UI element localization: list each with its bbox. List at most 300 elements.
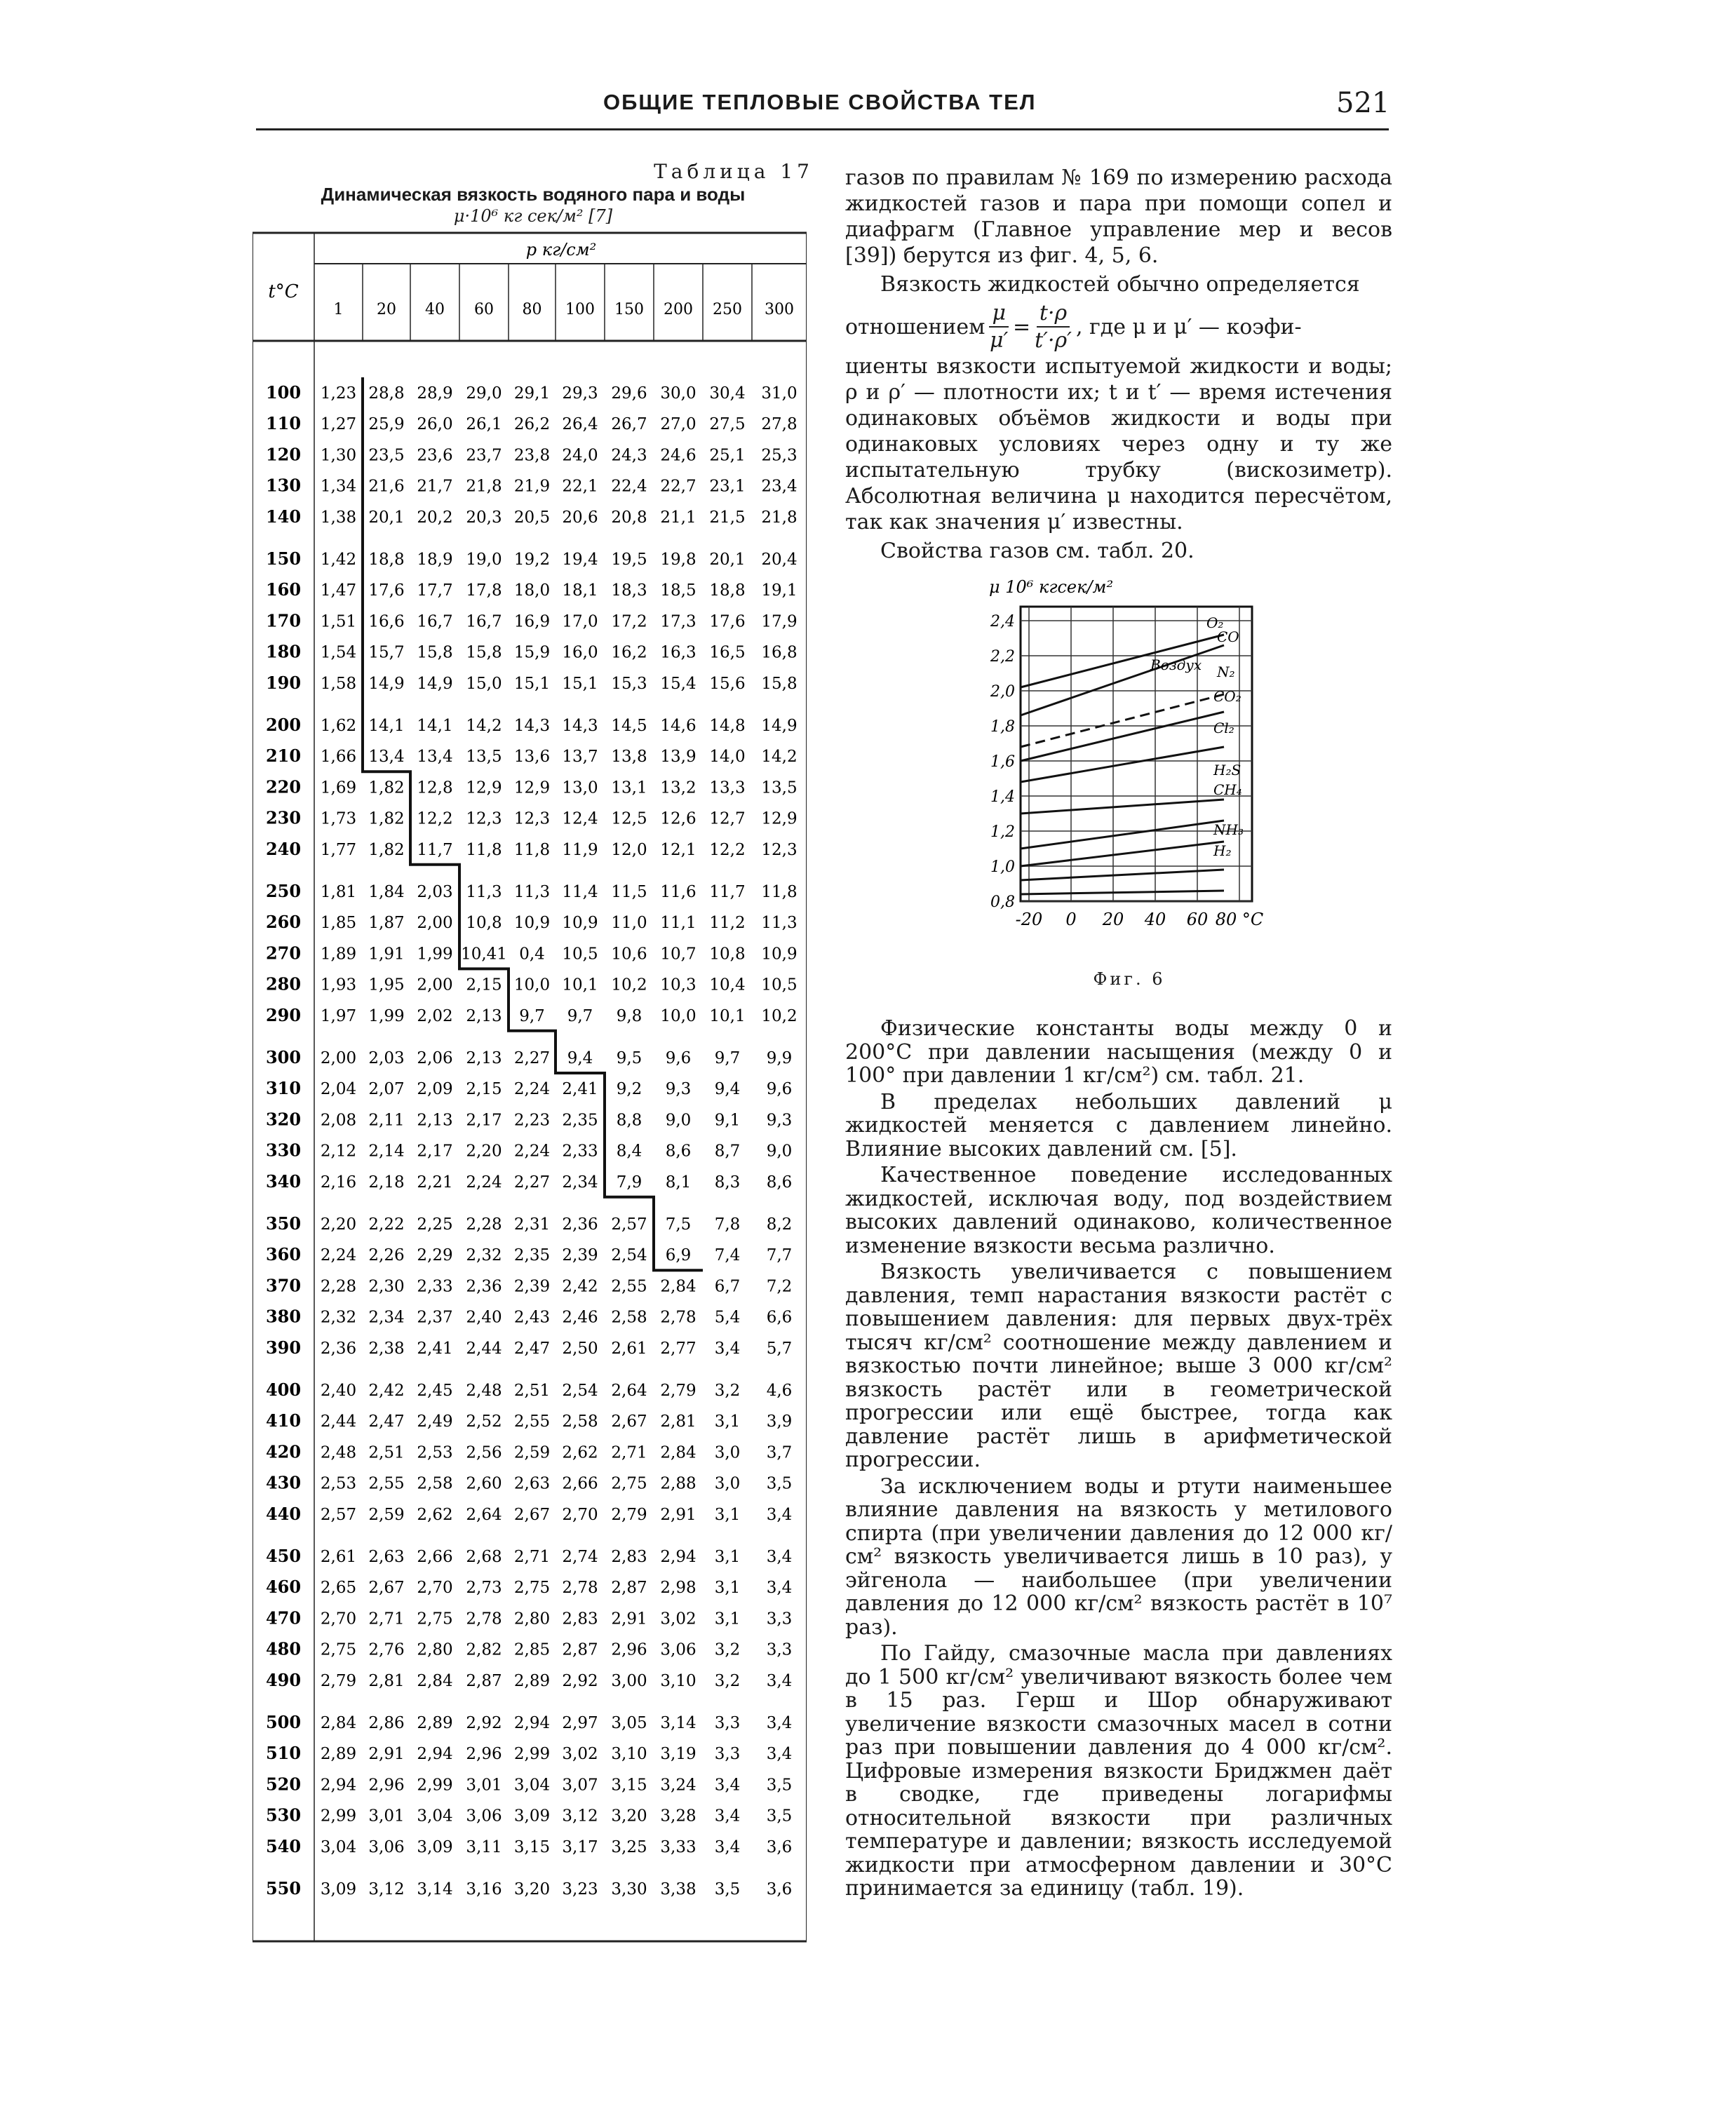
table-cell: 2,87 <box>611 1579 647 1598</box>
table-cell: 14,8 <box>709 717 746 735</box>
formula-suffix: , где μ и μ′ — коэфи- <box>1075 314 1302 339</box>
figure-caption: Фиг. 6 <box>1093 969 1166 989</box>
table-cell: 2,40 <box>320 1382 357 1400</box>
table-cell: 20,1 <box>709 551 746 569</box>
table-cell: 2,91 <box>368 1745 405 1764</box>
table-cell: 2,51 <box>513 1382 551 1400</box>
table-cell: 2,59 <box>368 1505 405 1524</box>
table-cell: 3,15 <box>611 1776 647 1795</box>
table-cell: 2,18 <box>368 1173 405 1192</box>
table-cell: 2,99 <box>320 1807 357 1826</box>
table-cell: 2,89 <box>320 1745 357 1764</box>
table-cell: 10,0 <box>513 976 551 994</box>
running-header: ОБЩИЕ ТЕПЛОВЫЕ СВОЙСТВА ТЕЛ <box>603 90 1037 114</box>
figure-6 <box>982 572 1277 936</box>
table-cell: 1,51 <box>320 612 357 631</box>
table-cell: 26,2 <box>513 415 551 434</box>
table-cell: 23,7 <box>466 446 502 465</box>
table-cell: 26,7 <box>611 415 647 434</box>
table-cell: 1,47 <box>320 581 357 600</box>
figure-y-tick: 2,4 <box>990 613 1015 630</box>
table-cell: 2,58 <box>611 1308 647 1327</box>
column-header: 150 <box>614 301 644 318</box>
row-temperature: 150 <box>265 548 302 569</box>
row-temperature: 440 <box>265 1503 302 1524</box>
row-temperature: 340 <box>265 1171 302 1192</box>
table-title: Динамическая вязкость водяного пара и воды <box>321 184 746 205</box>
table-cell: 3,30 <box>611 1880 647 1899</box>
table-cell: 16,2 <box>611 643 647 662</box>
table-cell: 11,6 <box>660 883 697 901</box>
table-cell: 18,8 <box>709 581 746 600</box>
row-temperature: 420 <box>265 1441 302 1462</box>
table-cell: 2,12 <box>320 1142 357 1161</box>
table-cell: 11,1 <box>660 914 697 933</box>
table-cell: 12,9 <box>466 778 502 797</box>
table-cell: 15,4 <box>660 674 697 693</box>
table-cell: 16,7 <box>417 612 453 631</box>
table-cell: 28,9 <box>417 384 453 403</box>
table-cell: 13,3 <box>709 778 746 797</box>
table-cell: 18,3 <box>611 581 647 600</box>
table-cell: 13,4 <box>368 748 405 767</box>
table-cell: 9,6 <box>766 1080 793 1099</box>
figure-curve <box>1021 891 1224 894</box>
table-cell: 3,16 <box>466 1880 502 1899</box>
table-cell: 18,0 <box>513 581 551 600</box>
table-cell: 3,09 <box>320 1880 357 1899</box>
table-cell: 8,6 <box>766 1173 793 1192</box>
table-cell: 2,71 <box>513 1548 551 1566</box>
table-cell: 20,6 <box>562 508 598 527</box>
table-cell: 12,8 <box>417 778 453 797</box>
table-cell: 2,35 <box>562 1111 598 1130</box>
table-cell: 6,7 <box>714 1277 741 1296</box>
figure-x-tick: 60 <box>1186 910 1209 929</box>
table-cell: 2,71 <box>368 1610 405 1628</box>
row-temperature: 100 <box>265 382 302 403</box>
table-cell: 11,8 <box>761 883 798 901</box>
row-temperature: 240 <box>265 838 302 859</box>
table-cell: 2,99 <box>513 1745 551 1764</box>
fraction-denominator: t′·ρ′ <box>1035 328 1072 353</box>
table-cell: 2,78 <box>562 1579 598 1598</box>
row-temperature: 290 <box>265 1004 302 1025</box>
table-cell: 2,35 <box>513 1246 551 1265</box>
table-cell: 1,27 <box>320 415 357 434</box>
table-cell: 2,70 <box>417 1579 453 1598</box>
table-cell: 2,51 <box>368 1443 405 1462</box>
table-cell: 2,41 <box>562 1080 598 1099</box>
figure-y-axis-label: μ 10⁶ кгсек/м² <box>989 577 1114 597</box>
table-cell: 3,1 <box>714 1579 741 1598</box>
table-cell: 18,9 <box>417 551 453 569</box>
table-cell: 10,5 <box>761 976 798 994</box>
table-cell: 2,83 <box>611 1548 647 1566</box>
table-cell: 15,8 <box>466 643 502 662</box>
table-cell: 14,6 <box>660 717 697 735</box>
table-cell: 2,55 <box>611 1277 647 1296</box>
table-cell: 20,3 <box>466 508 502 527</box>
figure-y-tick: 2,2 <box>990 648 1015 666</box>
table-cell: 20,4 <box>761 551 798 569</box>
table-cell: 15,0 <box>466 674 502 693</box>
table-cell: 1,89 <box>320 945 357 964</box>
figure-curve <box>1021 800 1224 814</box>
table-cell: 9,0 <box>665 1111 692 1130</box>
table-cell: 12,7 <box>709 809 746 828</box>
table-cell: 17,3 <box>660 612 697 631</box>
table-cell: 12,5 <box>611 809 647 828</box>
table-cell: 1,82 <box>368 840 405 859</box>
table-cell: 2,20 <box>320 1215 357 1234</box>
table-cell: 7,5 <box>665 1215 692 1234</box>
table-cell: 2,94 <box>660 1548 697 1566</box>
table-cell: 21,6 <box>368 477 405 496</box>
table-cell: 2,68 <box>466 1548 502 1566</box>
table-cell: 3,24 <box>660 1776 697 1795</box>
table-cell: 7,2 <box>766 1277 793 1296</box>
column-header: 20 <box>377 301 396 318</box>
figure-curve <box>1021 747 1224 782</box>
table-cell: 19,8 <box>660 551 697 569</box>
table-cell: 1,77 <box>320 840 357 859</box>
table-cell: 3,14 <box>660 1714 697 1732</box>
table-cell: 2,67 <box>611 1412 647 1431</box>
table-cell: 2,87 <box>562 1640 598 1659</box>
paragraph: Физические константы воды между 0 и 200°C при давлении насыщения (между 0 и 100° при давлении 1 кг/см²) см. табл. 21. <box>845 1016 1392 1088</box>
table-cell: 20,1 <box>368 508 405 527</box>
table-cell: 2,30 <box>368 1277 405 1296</box>
table-cell: 11,3 <box>466 883 502 901</box>
table-cell: 6,6 <box>766 1308 793 1327</box>
table-cell: 2,96 <box>368 1776 405 1795</box>
table-cell: 13,2 <box>660 778 697 797</box>
table-cell: 3,01 <box>466 1776 502 1795</box>
table-cell: 3,20 <box>611 1807 647 1826</box>
table-cell: 3,3 <box>766 1610 793 1628</box>
table-cell: 2,36 <box>320 1339 357 1358</box>
table-cell: 16,6 <box>368 612 405 631</box>
table-cell: 12,4 <box>562 809 598 828</box>
table-cell: 3,4 <box>766 1671 793 1690</box>
table-cell: 3,00 <box>611 1671 647 1690</box>
table-cell: 2,71 <box>611 1443 647 1462</box>
table-cell: 10,2 <box>611 976 647 994</box>
table-cell: 9,9 <box>766 1049 793 1067</box>
figure-curve-label: NH₃ <box>1213 821 1244 838</box>
table-cell: 3,9 <box>766 1412 793 1431</box>
body-text-bottom <box>845 1017 1392 1903</box>
table-cell: 2,97 <box>562 1714 598 1732</box>
row-temperature: 250 <box>265 881 302 901</box>
table-cell: 15,8 <box>417 643 453 662</box>
table-cell: 2,27 <box>513 1049 551 1067</box>
paragraph: Вязкость жидкостей обычно определяется <box>880 272 1360 297</box>
paragraph: За исключением воды и ртути наименьшее влияние давления на вязкость у метилового спирта (при увеличении давления до 12 000 кг/см² вязкость увеличивается лишь в 10 раз), у эйгенола — наибольшее (при увеличении давления до 12 000 кг/см² вязкость растёт в 10⁷ раз). <box>845 1474 1392 1640</box>
table-cell: 3,1 <box>714 1548 741 1566</box>
table-cell: 16,3 <box>660 643 697 662</box>
figure-x-tick: 0 <box>1065 910 1077 929</box>
table-cell: 3,4 <box>766 1579 793 1598</box>
table-cell: 3,2 <box>714 1640 741 1659</box>
table-cell: 0,4 <box>519 945 545 964</box>
table-cell: 14,1 <box>417 717 453 735</box>
table-cell: 2,92 <box>466 1714 502 1732</box>
table-cell: 2,98 <box>660 1579 697 1598</box>
table-cell: 2,00 <box>417 914 453 933</box>
paragraph: В пределах небольших давлений μ жидкостей меняется с давлением линейно. Влияние высоких давлений см. [5]. <box>845 1089 1392 1161</box>
table-cell: 2,13 <box>417 1111 453 1130</box>
table-cell: 13,7 <box>562 748 598 767</box>
table-cell: 2,39 <box>513 1277 551 1296</box>
table-cell: 21,8 <box>466 477 502 496</box>
table-cell: 1,38 <box>320 508 357 527</box>
table-cell: 17,8 <box>466 581 502 600</box>
table-cell: 2,24 <box>513 1142 551 1161</box>
table-cell: 2,49 <box>417 1412 453 1431</box>
table-cell: 1,34 <box>320 477 357 496</box>
table-cell: 3,12 <box>562 1807 598 1826</box>
table-cell: 2,64 <box>611 1382 647 1400</box>
table-cell: 2,21 <box>417 1173 453 1192</box>
table-cell: 23,1 <box>709 477 746 496</box>
table-cell: 1,93 <box>320 976 357 994</box>
row-temperature: 320 <box>265 1109 302 1130</box>
table-cell: 16,0 <box>562 643 598 662</box>
table-cell: 25,3 <box>761 446 798 465</box>
table-cell: 3,02 <box>660 1610 697 1628</box>
table-cell: 20,2 <box>417 508 453 527</box>
table-cell: 2,79 <box>611 1505 647 1524</box>
table-cell: 2,07 <box>368 1080 405 1099</box>
table-cell: 2,57 <box>320 1505 357 1524</box>
table-cell: 10,9 <box>562 914 598 933</box>
table-cell: 11,2 <box>709 914 746 933</box>
table-cell: 3,17 <box>562 1837 598 1856</box>
row-temperature: 160 <box>265 579 302 600</box>
table-cell: 9,7 <box>519 1006 545 1025</box>
table-cell: 2,63 <box>513 1474 551 1493</box>
table-cell: 23,5 <box>368 446 405 465</box>
table-cell: 1,91 <box>368 945 405 964</box>
table-cell: 21,1 <box>660 508 697 527</box>
table-cell: 2,94 <box>513 1714 551 1732</box>
row-temperature: 140 <box>265 506 302 527</box>
table-cell: 2,26 <box>368 1246 405 1265</box>
table-cell: 23,6 <box>417 446 453 465</box>
table-cell: 1,62 <box>320 717 357 735</box>
table-cell: 16,8 <box>761 643 798 662</box>
table-cell: 9,3 <box>766 1111 793 1130</box>
table-cell: 9,2 <box>616 1080 642 1099</box>
row-temperature: 410 <box>265 1410 302 1431</box>
table-cell: 2,15 <box>466 1080 502 1099</box>
table-cell: 31,0 <box>761 384 798 403</box>
table-units: μ·10⁶ кг сек/м² [7] <box>453 206 613 226</box>
column-header: 300 <box>765 301 794 318</box>
table-cell: 12,9 <box>761 809 798 828</box>
table-cell: 2,34 <box>562 1173 598 1192</box>
table-cell: 11,8 <box>513 840 551 859</box>
table-cell: 3,1 <box>714 1505 741 1524</box>
table-cell: 13,4 <box>417 748 453 767</box>
body-text-top <box>845 165 1392 567</box>
table-cell: 2,89 <box>513 1671 551 1690</box>
table-cell: 2,86 <box>368 1714 405 1732</box>
table-cell: 14,5 <box>611 717 647 735</box>
table-cell: 2,36 <box>562 1215 598 1234</box>
table-cell: 29,1 <box>513 384 551 403</box>
paragraph: газов по правилам № 169 по измерению расхода жидкостей газов и пара при помощи сопел и диафрагм (Главное управление мер и весов [39]) берутся из фиг. 4, 5, 6. <box>845 166 1392 268</box>
table-cell: 1,81 <box>320 883 357 901</box>
table-cell: 2,53 <box>320 1474 357 1493</box>
table-cell: 2,61 <box>611 1339 647 1358</box>
table-cell: 11,5 <box>611 883 647 901</box>
table-cell: 2,41 <box>417 1339 453 1358</box>
table-cell: 2,14 <box>368 1142 405 1161</box>
row-temperature: 200 <box>265 715 302 735</box>
table-cell: 2,29 <box>417 1246 453 1265</box>
table-cell: 3,33 <box>660 1837 697 1856</box>
table-cell: 11,7 <box>417 840 453 859</box>
table-cell: 29,6 <box>611 384 647 403</box>
table-cell: 3,09 <box>417 1837 453 1856</box>
table-cell: 1,58 <box>320 674 357 693</box>
table-cell: 12,3 <box>513 809 551 828</box>
table-cell: 2,60 <box>466 1474 502 1493</box>
table-cell: 3,4 <box>766 1745 793 1764</box>
table-cell: 2,54 <box>562 1382 598 1400</box>
viscosity-formula <box>845 300 1392 353</box>
table-cell: 1,84 <box>368 883 405 901</box>
table-cell: 3,06 <box>660 1640 697 1659</box>
table-cell: 22,4 <box>611 477 647 496</box>
row-temperature: 470 <box>265 1607 302 1628</box>
paragraph: циенты вязкости испытуемой жидкости и воды; ρ и ρ′ — плотности их; t и t′ — время истечения одинаковых объёмов жидкости и воды при одинаковых условиях через одну и ту же испытательную трубку (вискозиметр). Абсолютная величина μ находится пересчётом, так как значения μ′ известны. <box>845 354 1392 534</box>
figure-x-tick: 80 °C <box>1215 910 1264 929</box>
table-cell: 2,36 <box>466 1277 502 1296</box>
table-cell: 9,8 <box>616 1006 642 1025</box>
table-cell: 2,91 <box>660 1505 697 1524</box>
table-cell: 2,79 <box>660 1382 697 1400</box>
table-cell: 2,31 <box>513 1215 551 1234</box>
row-temperature: 550 <box>265 1878 302 1899</box>
table-cell: 3,04 <box>513 1776 551 1795</box>
table-cell: 2,80 <box>417 1640 453 1659</box>
table-cell: 2,00 <box>417 976 453 994</box>
table-cell: 2,82 <box>466 1640 502 1659</box>
row-temperature: 460 <box>265 1577 302 1598</box>
table-cell: 12,2 <box>709 840 746 859</box>
formula-prefix: отношением <box>845 314 985 339</box>
table-cell: 25,9 <box>368 415 405 434</box>
table-cell: 2,77 <box>660 1339 697 1358</box>
table-cell: 12,1 <box>660 840 697 859</box>
table-cell: 3,06 <box>368 1837 405 1856</box>
figure-curve-label: H₂ <box>1213 842 1232 859</box>
table-cell: 15,1 <box>562 674 598 693</box>
table-cell: 7,8 <box>714 1215 741 1234</box>
table-cell: 2,79 <box>320 1671 357 1690</box>
table-cell: 10,1 <box>562 976 598 994</box>
row-temperature: 210 <box>265 746 302 767</box>
table-cell: 2,37 <box>417 1308 453 1327</box>
table-cell: 15,7 <box>368 643 405 662</box>
table-cell: 2,92 <box>562 1671 598 1690</box>
table-cell: 1,54 <box>320 643 357 662</box>
table-cell: 8,1 <box>665 1173 692 1192</box>
table-cell: 21,8 <box>761 508 798 527</box>
table-cell: 2,99 <box>417 1776 453 1795</box>
table-cell: 1,69 <box>320 778 357 797</box>
table-cell: 11,9 <box>562 840 598 859</box>
table-cell: 17,6 <box>368 581 405 600</box>
table-cell: 18,5 <box>660 581 697 600</box>
table-cell: 2,78 <box>466 1610 502 1628</box>
table-cell: 2,00 <box>320 1049 357 1067</box>
table-cell: 2,67 <box>368 1579 405 1598</box>
row-temperature: 280 <box>265 973 302 994</box>
table-cell: 2,66 <box>562 1474 598 1493</box>
table-cell: 10,6 <box>611 945 647 964</box>
table-cell: 3,6 <box>766 1880 793 1899</box>
table-cell: 3,25 <box>611 1837 647 1856</box>
table-cell: 2,85 <box>513 1640 551 1659</box>
fraction-denominator: μ′ <box>990 328 1009 353</box>
table-cell: 2,23 <box>513 1111 551 1130</box>
table-cell: 8,2 <box>766 1215 793 1234</box>
table-cell: 2,28 <box>320 1277 357 1296</box>
table-cell: 2,06 <box>417 1049 453 1067</box>
table-cell: 2,47 <box>513 1339 551 1358</box>
table-cell: 5,7 <box>766 1339 793 1358</box>
table-cell: 10,9 <box>761 945 798 964</box>
row-temperature: 480 <box>265 1638 302 1659</box>
table-cell: 2,61 <box>320 1548 357 1566</box>
table-cell: 1,99 <box>368 1006 405 1025</box>
table-cell: 2,84 <box>417 1671 453 1690</box>
table-cell: 2,13 <box>466 1006 502 1025</box>
row-temperature: 270 <box>265 943 302 964</box>
table-cell: 3,14 <box>417 1880 453 1899</box>
table-cell: 1,73 <box>320 809 357 828</box>
figure-y-tick: 1,2 <box>990 823 1015 841</box>
table-cell: 14,2 <box>466 717 502 735</box>
table-cell: 3,05 <box>611 1714 647 1732</box>
table-cell: 16,9 <box>513 612 551 631</box>
table-cell: 11,0 <box>611 914 647 933</box>
table-cell: 2,80 <box>513 1610 551 1628</box>
table-cell: 8,7 <box>714 1142 741 1161</box>
row-temperature: 490 <box>265 1669 302 1690</box>
table-cell: 26,0 <box>417 415 453 434</box>
equals-sign: = <box>1012 314 1031 339</box>
table-cell: 19,5 <box>611 551 647 569</box>
table-cell: 3,12 <box>368 1880 405 1899</box>
table-cell: 10,8 <box>466 914 502 933</box>
table-cell: 10,4 <box>709 976 746 994</box>
column-header: 200 <box>664 301 693 318</box>
table-cell: 10,8 <box>709 945 746 964</box>
column-header: 60 <box>474 301 494 318</box>
table-cell: 3,5 <box>766 1807 793 1826</box>
figure-curve-label: CH₄ <box>1213 781 1242 798</box>
table-cell: 18,8 <box>368 551 405 569</box>
table-cell: 2,53 <box>417 1443 453 1462</box>
figure-y-tick: 1,4 <box>990 788 1015 806</box>
row-temperature: 380 <box>265 1306 302 1327</box>
